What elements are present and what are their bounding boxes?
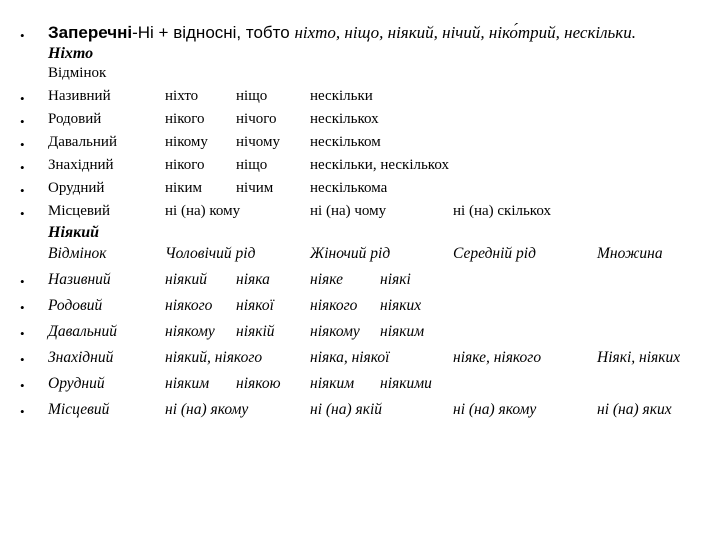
- case-label: Орудний: [48, 375, 105, 392]
- cell: ніякої: [236, 297, 274, 314]
- cell: ніякі: [380, 271, 411, 288]
- bullet: •: [20, 300, 25, 315]
- cell: ніяким: [165, 375, 210, 392]
- cell: ніяких: [380, 297, 422, 314]
- case-label: Називний: [48, 88, 111, 104]
- cell: ні (на) чому: [310, 203, 387, 219]
- section1-col-header: Відмінок: [48, 65, 107, 81]
- cell: ніким: [165, 180, 203, 196]
- bullet: •: [20, 137, 25, 152]
- cell: ніяким: [380, 323, 425, 340]
- cell: Ніякі, ніяких: [597, 349, 681, 366]
- case-label: Давальний: [48, 323, 117, 340]
- bullet: •: [20, 404, 25, 419]
- title-plain: -Ні + відносні, тобто: [132, 23, 295, 42]
- case-label: Родовий: [48, 111, 102, 127]
- cell: ніякий, ніякого: [165, 349, 263, 366]
- cell: ні (на) кому: [165, 203, 241, 219]
- cell: ніяке, ніякого: [453, 349, 542, 366]
- cell: нічому: [236, 134, 280, 150]
- cell: нічого: [236, 111, 277, 127]
- cell: ніякому: [310, 323, 360, 340]
- cell: нікого: [165, 111, 205, 127]
- cell: ніяке: [310, 271, 343, 288]
- col-header-neuter: Середній рід: [453, 245, 536, 262]
- cell: нікого: [165, 157, 205, 173]
- case-label: Давальний: [48, 134, 117, 150]
- cell: ні (на) якому: [165, 401, 249, 418]
- col-header-case: Відмінок: [48, 245, 107, 262]
- page-title: [48, 24, 636, 41]
- section1-title: Ніхто: [48, 45, 94, 62]
- bullet: •: [20, 206, 25, 221]
- title-italic: ніхто, ніщо, ніякий, нічий, ніко́трий, нескільки.: [294, 23, 636, 42]
- bullet: •: [20, 28, 25, 43]
- cell: нікому: [165, 134, 208, 150]
- case-label: Називний: [48, 271, 111, 288]
- case-label: Родовий: [48, 297, 103, 314]
- bullet: •: [20, 183, 25, 198]
- cell: ніхто: [165, 88, 199, 104]
- col-header-feminine: Жіночий рід: [310, 245, 391, 262]
- title-bold: Заперечні: [48, 23, 133, 42]
- case-label: Знахідний: [48, 349, 114, 366]
- cell: ніяким: [310, 375, 355, 392]
- cell: нескільки: [310, 88, 373, 104]
- cell: ніяка: [236, 271, 270, 288]
- cell: ні (на) якому: [453, 401, 537, 418]
- cell: ні (на) якій: [310, 401, 383, 418]
- cell: ні (на) скількох: [453, 203, 551, 219]
- cell: нескількома: [310, 180, 388, 196]
- cell: ніякого: [310, 297, 358, 314]
- bullet: •: [20, 378, 25, 393]
- col-header-plural: Множина: [597, 245, 663, 262]
- case-label: Знахідний: [48, 157, 114, 173]
- bullet: •: [20, 114, 25, 129]
- bullet: •: [20, 326, 25, 341]
- cell: нескільком: [310, 134, 381, 150]
- cell: ніякій: [236, 323, 275, 340]
- section2-title: Ніякий: [48, 224, 100, 241]
- case-label: Орудний: [48, 180, 105, 196]
- cell: ніякою: [236, 375, 281, 392]
- cell: ніщо: [236, 157, 268, 173]
- cell: ніякий: [165, 271, 207, 288]
- case-label: Місцевий: [48, 203, 110, 219]
- bullet: •: [20, 91, 25, 106]
- bullet: •: [20, 160, 25, 175]
- cell: нескільки, нескількох: [310, 157, 449, 173]
- cell: ніяка, ніякої: [310, 349, 390, 366]
- cell: ні (на) яких: [597, 401, 672, 418]
- cell: ніякими: [380, 375, 432, 392]
- cell: ніякому: [165, 323, 215, 340]
- cell: ніякого: [165, 297, 213, 314]
- case-label: Місцевий: [48, 401, 110, 418]
- cell: ніщо: [236, 88, 268, 104]
- cell: нескількох: [310, 111, 379, 127]
- cell: нічим: [236, 180, 274, 196]
- bullet: •: [20, 352, 25, 367]
- bullet: •: [20, 274, 25, 289]
- col-header-masculine: Чоловічий рід: [165, 245, 256, 262]
